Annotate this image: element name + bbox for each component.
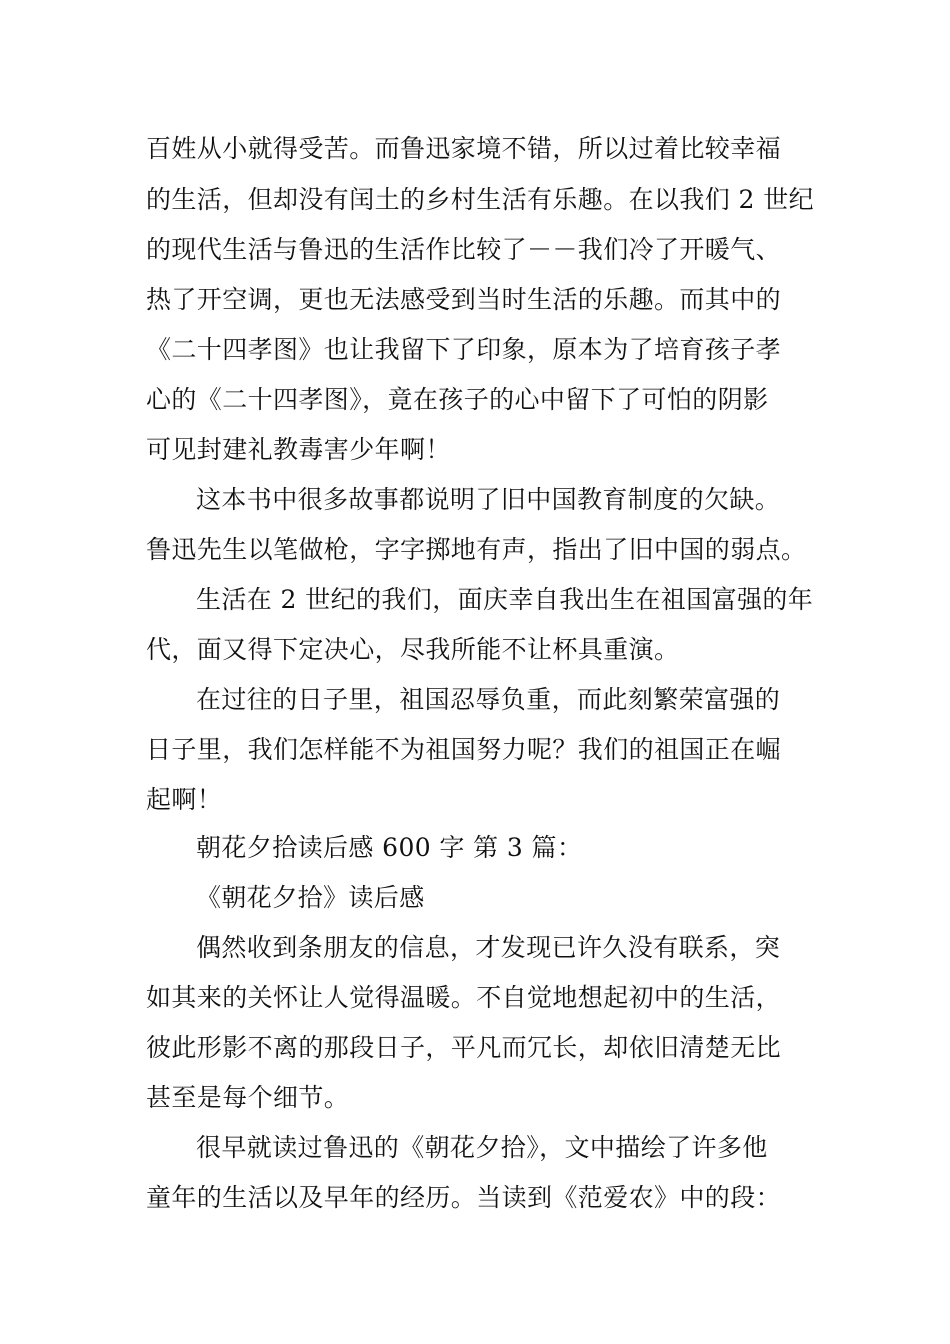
text-line: 百姓从小就得受苦。而鲁迅家境不错，所以过着比较幸福: [146, 134, 782, 163]
text-line: 如其来的关怀让人觉得温暖。不自觉地想起初中的生活，: [146, 983, 782, 1012]
text-line: 代，面又得下定决心，尽我所能不让杯具重演。: [146, 635, 680, 664]
text-line: 很早就读过鲁迅的《朝花夕拾》，文中描绘了许多他: [196, 1133, 768, 1162]
article-title: 《朝花夕拾》读后感: [196, 883, 425, 912]
text-line: 在过往的日子里，祖国忍辱负重，而此刻繁荣富强的: [196, 685, 781, 714]
text-line: 可见封建礼教毒害少年啊！: [146, 435, 451, 464]
text-line: 日子里，我们怎样能不为祖国努力呢？我们的祖国正在崛: [146, 735, 782, 764]
section-heading: 朝花夕拾读后感 600 字 第 3 篇：: [196, 833, 583, 862]
text-line: 偶然收到条朋友的信息，才发现已许久没有联系，突: [196, 933, 781, 962]
text-line: 《二十四孝图》也让我留下了印象，原本为了培育孩子孝: [146, 335, 782, 364]
text-line: 的生活，但却没有闰土的乡村生活有乐趣。在以我们 2 世纪: [146, 185, 815, 214]
text-line: 甚至是每个细节。: [146, 1083, 350, 1112]
text-line: 彼此形影不离的那段日子，平凡而冗长，却依旧清楚无比: [146, 1033, 782, 1062]
text-line: 生活在 2 世纪的我们，面庆幸自我出生在祖国富强的年: [196, 585, 814, 614]
text-line: 鲁迅先生以笔做枪，字字掷地有声，指出了旧中国的弱点。: [146, 535, 807, 564]
text-line: 这本书中很多故事都说明了旧中国教育制度的欠缺。: [196, 485, 781, 514]
text-line: 的现代生活与鲁迅的生活作比较了－－我们冷了开暖气、: [146, 235, 782, 264]
text-line: 心的《二十四孝图》，竟在孩子的心中留下了可怕的阴影: [146, 385, 769, 414]
text-line: 起啊！: [146, 785, 223, 814]
text-line: 热了开空调，更也无法感受到当时生活的乐趣。而其中的: [146, 285, 782, 314]
text-line: 童年的生活以及早年的经历。当读到《范爱农》中的段：: [146, 1183, 782, 1212]
